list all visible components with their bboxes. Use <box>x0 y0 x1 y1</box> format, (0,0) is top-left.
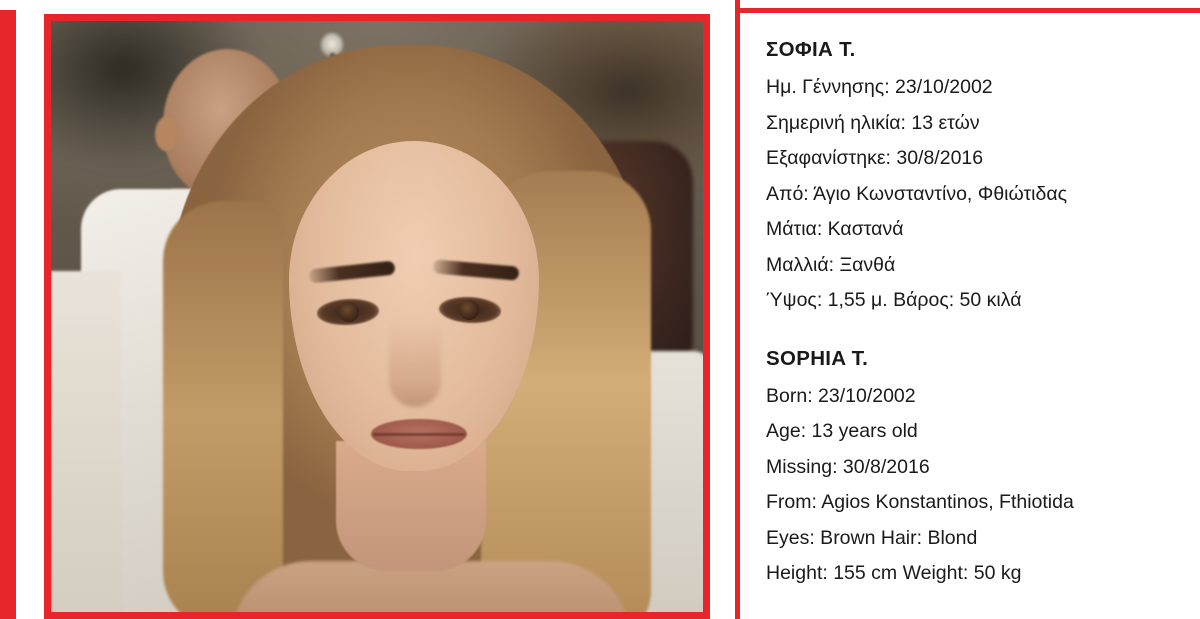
english-eyes-hair: Eyes: Brown Hair: Blond <box>766 526 978 549</box>
background-person-left-arm <box>51 271 121 612</box>
info-panel <box>740 14 1200 619</box>
greek-height-weight: Ύψος: 1,55 μ. Βάρος: 50 κιλά <box>766 289 1022 311</box>
greek-eyes: Μάτια: Καστανά <box>766 218 904 240</box>
english-height-weight: Height: 155 cm Weight: 50 kg <box>766 562 1022 584</box>
greek-birthdate: Ημ. Γέννησης: 23/10/2002 <box>766 76 993 98</box>
english-birthdate: Born: 23/10/2002 <box>766 384 916 407</box>
photo-image <box>51 21 703 612</box>
subject-nose <box>389 321 441 407</box>
subject-lip-line <box>373 433 465 436</box>
subject-hair-strand-left <box>163 201 283 612</box>
english-missing-date: Missing: 30/8/2016 <box>766 455 930 478</box>
subject-pupil-left <box>339 302 359 322</box>
section-divider <box>766 325 1200 345</box>
greek-from-location: Από: Άγιο Κωνσταντίνο, Φθιώτιδας <box>766 182 1068 205</box>
greek-missing-date: Εξαφανίστηκε: 30/8/2016 <box>766 147 984 169</box>
english-age: Age: 13 years old <box>766 420 918 442</box>
greek-current-age: Σημερινή ηλικία: 13 ετών <box>766 111 980 134</box>
background-person-left-ear <box>155 117 177 151</box>
english-name: SOPHIA T. <box>766 346 869 370</box>
english-from-location: From: Agios Konstantinos, Fthiotida <box>766 491 1074 513</box>
subject-pupil-right <box>459 300 479 320</box>
left-red-border <box>0 0 16 619</box>
photo-panel <box>44 14 710 619</box>
greek-name: ΣΟΦΙΑ Τ. <box>766 38 856 61</box>
top-red-rule <box>740 8 1200 13</box>
greek-hair: Μαλλιά: Ξανθά <box>766 253 896 276</box>
